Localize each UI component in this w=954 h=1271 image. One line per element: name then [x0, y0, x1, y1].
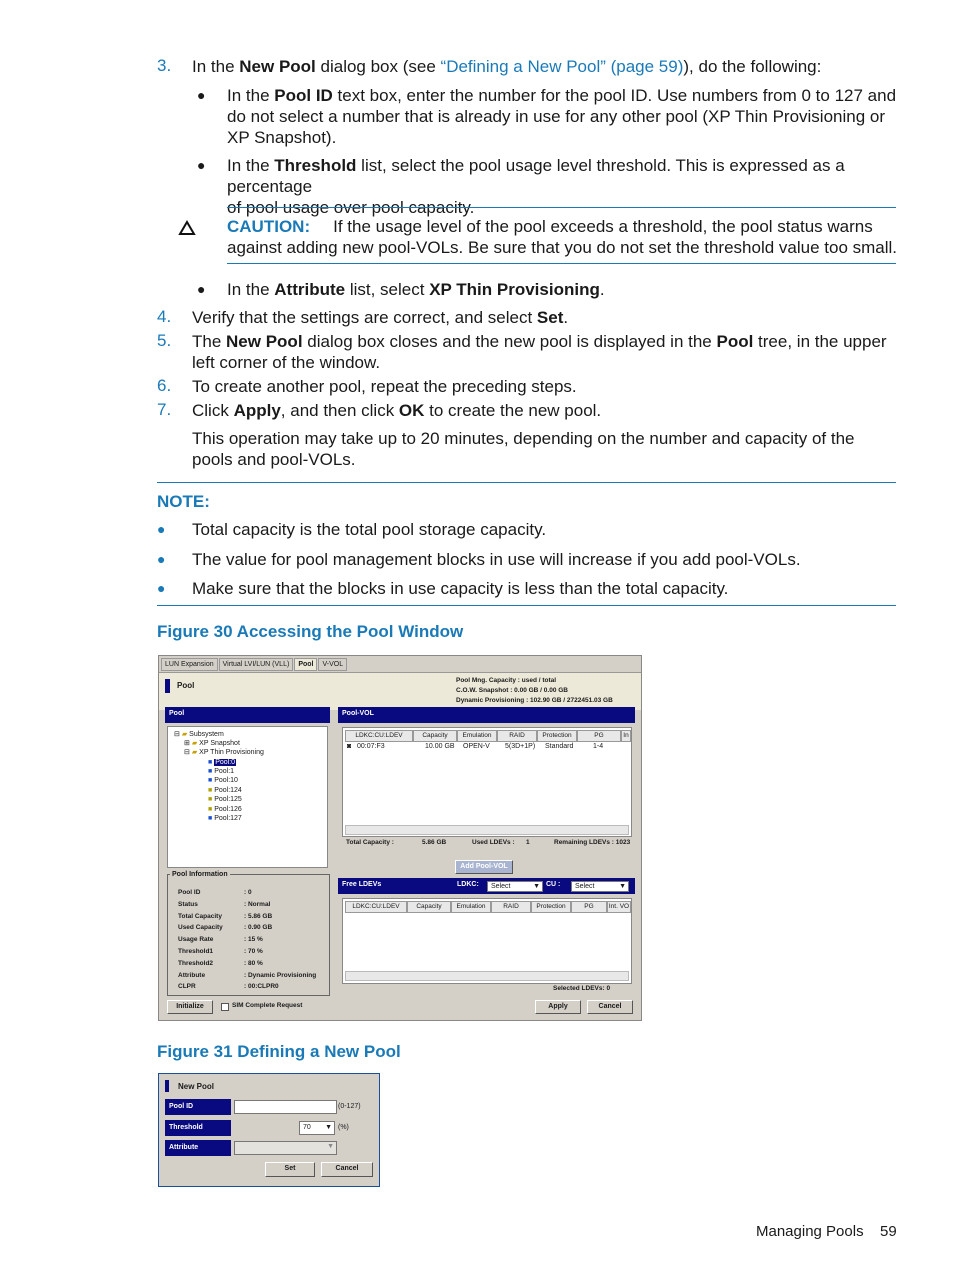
step-7-note: This operation may take up to 20 minutes, depending on the number and capacity of the pools and pool-VOLs.	[192, 429, 855, 469]
pool-id-label: Pool ID	[165, 1099, 231, 1115]
pool-info-labels: Pool ID Status Total Capacity Used Capacity Usage Rate Threshold1 Threshold2 Attribute CLPR	[178, 889, 223, 991]
attribute-label: Attribute	[165, 1140, 231, 1156]
step-number: 5.	[157, 331, 172, 350]
pool-icon: ■	[208, 796, 213, 803]
tree-node[interactable]: ■ Pool:126	[208, 806, 242, 813]
poolvol-table	[342, 727, 632, 837]
step-5-text: The New Pool dialog box closes and the new pool is displayed in the Pool tree, in the upper left corner of the window.	[192, 332, 887, 372]
free-ldev-table	[342, 898, 632, 984]
figure-31-caption: Figure 31 Defining a New Pool	[157, 1042, 401, 1061]
note-item: Total capacity is the total pool storage capacity.	[192, 520, 547, 539]
bullet-dot-icon: ●	[157, 521, 166, 537]
page-link[interactable]: “Defining a New Pool” (page 59)	[440, 57, 684, 76]
folder-icon: ▰	[191, 749, 198, 756]
tree-node[interactable]: ■ Pool:1	[208, 768, 235, 775]
tab-vvol[interactable]: V-VOL	[318, 658, 347, 671]
col-header[interactable]: Emulation	[457, 730, 497, 742]
pool-icon: ■	[208, 815, 213, 822]
step-4-text: Verify that the settings are correct, and select Set.	[192, 308, 569, 327]
horizontal-scrollbar[interactable]	[345, 971, 629, 981]
tab-bar	[161, 658, 348, 672]
pool-bar: Pool	[165, 707, 330, 723]
folder-icon: ▰	[191, 740, 198, 747]
window-title: Pool	[177, 681, 195, 690]
folder-icon: ▰	[181, 731, 188, 738]
step-6-text: To create another pool, repeat the preceding steps.	[192, 377, 577, 396]
tree-node[interactable]: ■ Pool:125	[208, 796, 242, 803]
header-panel	[159, 672, 641, 710]
caution-triangle-icon	[178, 220, 196, 236]
tab-lun-expansion[interactable]: LUN Expansion	[161, 658, 218, 671]
note-bottom-rule	[157, 605, 896, 606]
col-header[interactable]: Protection	[537, 730, 577, 742]
set-button[interactable]: Set	[265, 1162, 315, 1177]
step-number: 4.	[157, 307, 172, 326]
page-number: 59	[880, 1223, 897, 1240]
col-header[interactable]: RAID	[491, 901, 531, 913]
col-header[interactable]: Capacity	[413, 730, 457, 742]
col-header[interactable]: PG	[571, 901, 607, 913]
ldkc-select[interactable]: Select ▼	[487, 881, 543, 892]
ldkc-label: LDKC:	[457, 881, 479, 888]
apply-button[interactable]: Apply	[535, 1000, 581, 1014]
attribute-select[interactable]	[234, 1141, 337, 1155]
pool-icon: ■	[208, 806, 213, 813]
title-marker	[165, 679, 170, 693]
tab-vll[interactable]: Virtual LVI/LUN (VLL)	[219, 658, 294, 671]
cancel-button[interactable]: Cancel	[321, 1162, 373, 1177]
col-header[interactable]: Emulation	[451, 901, 491, 913]
step-number: 7.	[157, 400, 172, 419]
chevron-down-icon: ▼	[533, 883, 540, 890]
pool-information	[167, 871, 330, 996]
threshold-label: Threshold	[165, 1120, 231, 1136]
poolvol-bar: Pool-VOL	[338, 707, 635, 723]
footer-section: Managing Pools	[756, 1223, 864, 1240]
step-number: 6.	[157, 376, 172, 395]
bullet-dot-icon: ●	[197, 157, 206, 173]
pool-info-values: : 0 : Normal : 5.86 GB : 0.90 GB : 15 % : 70 % : 80 % : Dynamic Provisioning : 00:CLPR0	[244, 889, 317, 991]
sim-checkbox[interactable]	[221, 1003, 229, 1011]
bullet-dot-icon: ●	[197, 281, 206, 297]
initialize-button[interactable]: Initialize	[167, 1000, 213, 1014]
free-ldevs-bar: Free LDEVs	[338, 878, 635, 894]
sim-label: SIM Complete Request	[232, 1002, 303, 1009]
tab-pool[interactable]: Pool	[294, 658, 317, 671]
chevron-down-icon: ▼	[325, 1124, 332, 1131]
col-header[interactable]: RAID	[497, 730, 537, 742]
step-number: 3.	[157, 56, 172, 75]
bullet-attribute: In the Attribute list, select XP Thin Provisioning.	[227, 280, 605, 299]
capacity-snapshot: C.O.W. Snapshot : 0.00 GB / 0.00 GB	[456, 687, 569, 694]
col-header[interactable]: LDKC:CU:LDEV	[345, 901, 407, 913]
capacity-header: Pool Mng. Capacity : used / total	[456, 677, 557, 684]
col-header[interactable]: Int. VO	[607, 901, 631, 913]
pool-id-range: (0-127)	[338, 1103, 361, 1110]
step-7-text: Click Apply, and then click OK to create the new pool.	[192, 401, 602, 420]
cancel-button[interactable]: Cancel	[587, 1000, 633, 1014]
tree-node[interactable]: ⊞ ▰ XP Snapshot	[184, 740, 240, 747]
capacity-dynamic: Dynamic Provisioning : 102.90 GB / 2722451.03 GB	[456, 697, 613, 704]
tree-node[interactable]: ■ Pool:10	[208, 777, 238, 784]
bullet-pool-id: In the Pool ID text box, enter the number for the pool ID. Use numbers from 0 to 127 and do not select a number that is already in use for any other pool (XP Thin Provisioning or XP Snapshot).	[227, 86, 897, 147]
cu-label: CU :	[546, 881, 561, 888]
new-pool-dialog	[158, 1073, 380, 1187]
title-marker	[165, 1080, 169, 1092]
note-top-rule	[157, 482, 896, 483]
bullet-dot-icon: ●	[157, 551, 166, 567]
ldev-icon: ◙	[347, 743, 352, 750]
col-header[interactable]: Protection	[531, 901, 571, 913]
bullet-dot-icon: ●	[157, 580, 166, 596]
threshold-unit: (%)	[338, 1124, 349, 1131]
pool-window	[158, 655, 642, 1021]
bullet-threshold: In the Threshold list, select the pool usage level threshold. This is expressed as a percentage of pool usage over pool capacity.	[227, 156, 845, 217]
col-header[interactable]: LDKC:CU:LDEV	[345, 730, 413, 742]
horizontal-scrollbar[interactable]	[345, 825, 629, 835]
figure-30-caption: Figure 30 Accessing the Pool Window	[157, 622, 464, 641]
chevron-down-icon: ▼	[327, 1143, 334, 1150]
dialog-title: New Pool	[178, 1082, 215, 1091]
caution-top-rule	[227, 207, 896, 208]
tree-node-pool-0[interactable]: ■ Pool:0	[208, 759, 236, 766]
pool-icon: ■	[208, 777, 213, 784]
cu-select[interactable]: Select ▼	[571, 881, 629, 892]
col-header[interactable]: PG	[577, 730, 621, 742]
tree-node[interactable]: ■ Pool:127	[208, 815, 242, 822]
pool-icon: ■	[208, 787, 213, 794]
bullet-dot-icon: ●	[197, 87, 206, 103]
tree-node[interactable]: ■ Pool:124	[208, 787, 242, 794]
col-header[interactable]: In	[621, 730, 631, 742]
threshold-select[interactable]: 70 ▼	[299, 1121, 335, 1135]
col-header[interactable]: Capacity	[407, 901, 451, 913]
note-label: NOTE:	[157, 492, 210, 511]
chevron-down-icon: ▼	[619, 883, 626, 890]
pool-info-title: Pool Information	[172, 871, 228, 878]
step-3-text: In the New Pool dialog box (see “Defining a New Pool” (page 59)), do the following:	[192, 57, 822, 76]
caution-text: CAUTION: If the usage level of the pool exceeds a threshold, the pool status warns against adding new pool-VOLs. Be sure that you do not set the threshold value too small.	[227, 217, 898, 257]
pool-id-input[interactable]	[234, 1100, 337, 1114]
pool-icon: ■	[208, 759, 213, 766]
add-pool-vol-button[interactable]: Add Pool-VOL	[455, 860, 513, 874]
tree-node[interactable]: ⊟ ▰ Subsystem	[174, 731, 224, 738]
pool-tree	[167, 726, 328, 868]
selected-ldevs: Selected LDEVs: 0	[553, 985, 611, 992]
note-item: Make sure that the blocks in use capacity is less than the total capacity.	[192, 579, 729, 598]
table-row[interactable]: ◙ 00:07:F3 10.00 GB OPEN-V 5(3D+1P) Standard 1-4	[347, 743, 604, 750]
caution-bottom-rule	[227, 263, 896, 264]
note-item: The value for pool management blocks in use will increase if you add pool-VOLs.	[192, 550, 801, 569]
tree-node[interactable]: ⊟ ▰ XP Thin Provisioning	[184, 749, 264, 756]
poolvol-totals: Total Capacity : 5.86 GB Used LDEVs : 1 Remaining LDEVs : 1023	[346, 839, 631, 846]
pool-icon: ■	[208, 768, 213, 775]
